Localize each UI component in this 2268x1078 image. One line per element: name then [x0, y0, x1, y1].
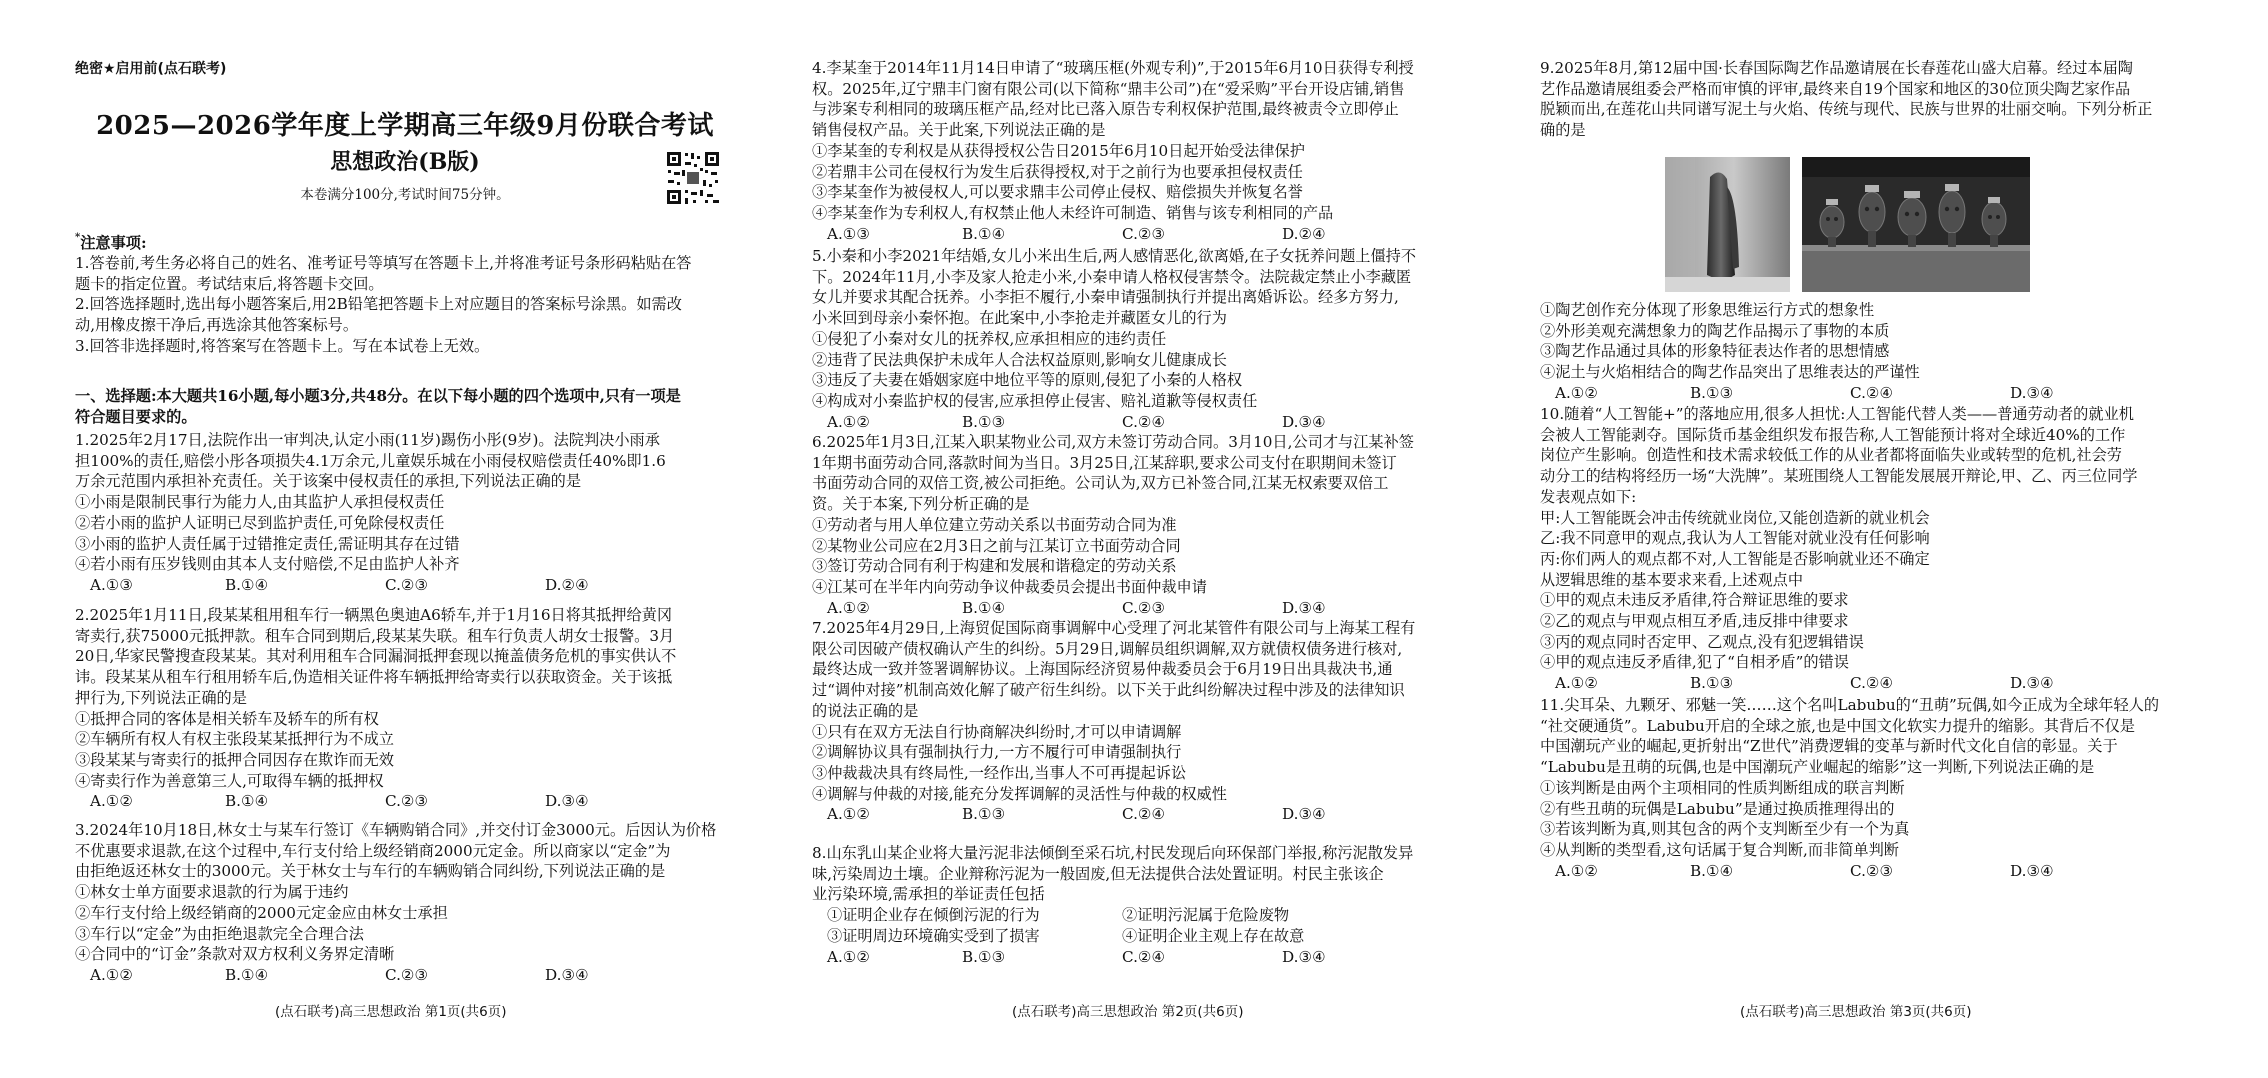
option-b: B.①③	[1690, 383, 1734, 402]
answer-options	[1540, 861, 2159, 882]
question-11	[1540, 695, 2159, 881]
question-line: 脱颖而出,在莲花山共同谱写泥土与火焰、传统与现代、民族与世界的壮丽交响。下列分析正	[1540, 100, 2153, 119]
question-line: ③小雨的监护人责任属于过错推定责任,需证明其存在过错	[75, 534, 460, 553]
page-column-1	[75, 0, 795, 1078]
question-8	[812, 843, 1413, 967]
question-line: 寄卖行,获75000元抵押款。租车合同到期后,段某某失联。租车行负责人胡女士报警。3月	[75, 626, 675, 645]
question-line: 中国潮玩产业的崛起,更折射出“Z世代”消费逻辑的变革与新时代文化自信的彰显。关于	[1540, 737, 2118, 756]
option-c: C.②④	[1850, 674, 1894, 693]
notice-line: 2.回答选择题时,选出每小题答案后,用2B铅笔把答题卡上对应题目的答案标号涂黑。如需改	[75, 295, 682, 314]
page-column-3	[1540, 0, 2180, 1078]
answer-options	[812, 412, 1416, 433]
question-line: ③若该判断为真,则其包含的两个支判断至少有一个为真	[1540, 820, 1910, 839]
option-d: D.③④	[2010, 861, 2054, 880]
notice-heading: *注意事项:	[75, 232, 147, 252]
question-line: ①只有在双方无法自行协商解决纠纷时,才可以申请调解	[812, 722, 1182, 741]
question-line: 味,污染周边土壤。企业辩称污泥为一般固废,但无法提供合法处置证明。村民主张该企	[812, 864, 1384, 883]
option-d: D.③④	[545, 792, 589, 811]
answer-options	[812, 947, 1413, 968]
option-d: D.③④	[2010, 383, 2054, 402]
question-7	[812, 618, 1415, 825]
question-line: ③车行以“定金”为由拒绝退款完全合理合法	[75, 924, 364, 943]
statement: ③证明周边环境确实受到了损害	[827, 926, 1040, 945]
answer-options	[812, 224, 1414, 245]
question-line: ①该判断是由两个主项相同的性质判断组成的联言判断	[1540, 778, 1905, 797]
option-c: C.②④	[1122, 805, 1166, 824]
question-3	[75, 820, 716, 986]
question-line: 小米回到母亲小秦怀抱。在此案中,小李抢走并藏匿女儿的行为	[812, 309, 1227, 328]
option-b: B.①③	[1690, 674, 1734, 693]
notice-line: 1.答卷前,考生务必将自己的姓名、准考证号等填写在答题卡上,并将准考证号条形码粘贴在答	[75, 254, 692, 272]
question-line: ②车行支付给上级经销商的2000元定金应由林女士承担	[75, 903, 448, 922]
question-line: 8.山东乳山某企业将大量污泥非法倾倒至采石坑,村民发现后向环保部门举报,称污泥散发异	[812, 844, 1414, 862]
page-footer: (点石联考)高三思想政治 第2页(共6页)	[1012, 1004, 1244, 1020]
option-b: B.①④	[225, 575, 269, 594]
answer-options	[812, 804, 1415, 825]
notice-line: 题卡的指定位置。考试结束后,将答题卡交回。	[75, 274, 384, 293]
question-line: ②违背了民法典保护未成年人合法权益原则,影响女儿健康成长	[812, 350, 1227, 369]
question-line: 押行为,下列说法正确的是	[75, 688, 247, 707]
option-a: A.①②	[827, 598, 871, 617]
option-d: D.③④	[1282, 598, 1326, 617]
option-b: B.①④	[225, 792, 269, 811]
question-line: ①抵押合同的客体是相关轿车及轿车的所有权	[75, 709, 379, 728]
option-c: C.②③	[385, 792, 429, 811]
answer-options	[75, 575, 666, 596]
question-line: ②若鼎丰公司在侵权行为发生后获得授权,对于之前行为也要承担侵权责任	[812, 162, 1303, 181]
option-d: D.③④	[545, 965, 589, 984]
question-line: 最终达成一致并签署调解协议。上海国际经济贸易仲裁委员会于6月19日出具裁决书,通	[812, 660, 1393, 679]
answer-options	[75, 791, 676, 812]
answer-options	[1540, 383, 2054, 404]
question-line: ④李某奎作为专利权人,有权禁止他人未经许可制造、销售与该专利相同的产品	[812, 203, 1334, 222]
question-line: ②乙的观点与甲观点相互矛盾,违反排中律要求	[1540, 612, 1849, 631]
question-line: 书面劳动合同的双倍工资,被公司拒绝。公司认为,双方已补签合同,江某无权索要双倍工	[812, 474, 1389, 493]
exam-title: 2025—2026学年度上学期高三年级9月份联合考试	[96, 111, 714, 141]
question-line: 乙:我不同意甲的观点,我认为人工智能对就业没有任何影响	[1540, 529, 1930, 548]
exam-subject: 思想政治(B版)	[330, 149, 480, 175]
question-line: 20日,华家民警搜查段某某。其对利用租车合同漏洞抵押套现以掩盖债务危机的事实供认不	[75, 647, 677, 666]
qr-code-icon	[665, 150, 721, 206]
option-c: C.②③	[385, 965, 429, 984]
question-line: 9.2025年8月,第12届中国·长春国际陶艺作品邀请展在长春莲花山盛大启幕。经过本届陶	[1540, 59, 2133, 77]
option-a: A.①②	[90, 792, 134, 811]
ceramic-masks-photo-2	[1802, 157, 2030, 292]
question-line: 由拒绝返还林女士的3000元。关于林女士与车行的车辆购销合同纠纷,下列说法正确的是	[75, 862, 666, 881]
question-line: 1.2025年2月17日,法院作出一审判决,认定小雨(11岁)踢伤小彤(9岁)。法院判决小雨承	[75, 431, 660, 449]
option-c: C.②③	[1850, 861, 1894, 880]
notice-line: 动,用橡皮擦干净后,再选涂其他答案标号。	[75, 316, 359, 335]
question-line: ①李某奎的专利权是从获得授权公告日2015年6月10日起开始受法律保护	[812, 141, 1305, 160]
question-line: 11.尖耳朵、九颗牙、邪魅一笑……这个名叫Labubu的“丑萌”玩偶,如今正成为全球年轻人的	[1540, 696, 2160, 714]
question-line: ④调解与仲裁的对接,能充分发挥调解的灵活性与仲裁的权威性	[812, 784, 1227, 803]
exam-meta: 本卷满分100分,考试时间75分钟。	[300, 187, 510, 203]
question-line: ②调解协议具有强制执行力,一方不履行可申请强制执行	[812, 743, 1182, 762]
question-line: “Labubu是丑萌的玩偶,也是中国潮玩产业崛起的缩影”这一判断,下列说法正确的是	[1540, 758, 2095, 777]
notice-list	[75, 253, 691, 357]
statement: ②证明污泥属于危险废物	[1122, 906, 1290, 925]
question-line: 下。2024年11月,小李及家人抢走小米,小秦申请人格权侵害禁令。法院裁定禁止小李藏匿	[812, 267, 1412, 286]
question-line: ①甲的观点未违反矛盾律,符合辩证思维的要求	[1540, 591, 1849, 610]
question-line: ③仲裁裁决具有终局性,一经作出,当事人不可再提起诉讼	[812, 763, 1187, 782]
question-10	[1540, 404, 2137, 694]
question-line: 确的是	[1540, 121, 1586, 140]
question-9-statements	[1540, 300, 2054, 404]
question-line: 3.2024年10月18日,林女士与某车行签订《车辆购销合同》,并交付订金3000元。后因认为价格	[75, 821, 717, 839]
option-c: C.②④	[1122, 947, 1166, 966]
question-line: 岗位产生影响。创造性和技术需求较低工作的从业者都将面临失业或转型的危机,社会劳	[1540, 446, 2122, 465]
option-c: C.②③	[1122, 224, 1166, 243]
question-line: 业污染环境,需承担的举证责任包括	[812, 885, 1045, 904]
option-a: A.①②	[827, 412, 871, 431]
option-a: A.①③	[827, 224, 871, 243]
section-heading	[75, 386, 681, 427]
option-b: B.①③	[962, 947, 1006, 966]
option-d: D.③④	[1282, 412, 1326, 431]
question-line: ①陶艺创作充分体现了形象思维运行方式的想象性	[1540, 301, 1875, 319]
question-line: 艺作品邀请展组委会严格而审慎的评审,最终来自19个国家和地区的30位顶尖陶艺家作品	[1540, 79, 2131, 98]
option-b: B.①③	[962, 805, 1006, 824]
question-1	[75, 430, 666, 596]
option-d: D.③④	[1282, 805, 1326, 824]
question-line: 担100%的责任,赔偿小彤各项损失4.1万余元,儿童娱乐城在小雨侵权赔偿责任40%即1.6	[75, 451, 666, 470]
question-line: ③违反了夫妻在婚姻家庭中地位平等的原则,侵犯了小秦的人格权	[812, 371, 1243, 390]
question-line: ④甲的观点违反矛盾律,犯了“自相矛盾”的错误	[1540, 653, 1849, 672]
question-line: 5.小秦和小李2021年结婚,女儿小米出生后,两人感情恶化,欲离婚,在子女抚养问题上僵持不	[812, 247, 1417, 265]
question-line: 6.2025年1月3日,江某入职某物业公司,双方未签订劳动合同。3月10日,公司才与江某补签	[812, 433, 1414, 451]
question-line: ①侵犯了小秦对女儿的抚养权,应承担相应的违约责任	[812, 329, 1167, 348]
page-footer: (点石联考)高三思想政治 第1页(共6页)	[275, 1004, 507, 1020]
option-b: B.①④	[1690, 861, 1734, 880]
option-b: B.①④	[962, 224, 1006, 243]
option-a: A.①③	[90, 575, 134, 594]
option-a: A.①②	[827, 805, 871, 824]
question-line: ③段某某与寄卖行的抵押合同因存在欺诈而无效	[75, 750, 394, 769]
confidential-label: 绝密★启用前(点石联考)	[75, 61, 227, 77]
question-line: ①劳动者与用人单位建立劳动关系以书面劳动合同为准	[812, 515, 1177, 534]
question-line: 不优惠要求退款,在这个过程中,车行支付给上级经销商2000元定金。所以商家以“定金”为	[75, 841, 671, 860]
option-d: D.③④	[1282, 947, 1326, 966]
option-c: C.②④	[1850, 383, 1894, 402]
question-line: 销售侵权产品。关于此案,下列说法正确的是	[812, 121, 1106, 140]
question-line: 动分工的结构将经历一场“大洗牌”。某班围绕人工智能发展展开辩论,甲、乙、丙三位同学	[1540, 467, 2138, 486]
question-line: 女儿并要求其配合抚养。小李拒不履行,小秦申请强制执行并提出离婚诉讼。经多方努力,	[812, 288, 1399, 307]
question-line: 限公司因破产债权确认产生的纠纷。5月29日,调解员组织调解,双方就债权债务进行核对,	[812, 639, 1403, 658]
notice-line: 3.回答非选择题时,将答案写在答题卡上。写在本试卷上无效。	[75, 336, 490, 355]
option-d: D.②④	[545, 575, 589, 594]
question-line: ④合同中的“订金”条款对双方权利义务界定清晰	[75, 945, 395, 964]
question-line: ②若小雨的监护人证明已尽到监护责任,可免除侵权责任	[75, 513, 445, 532]
question-2	[75, 605, 676, 812]
statement: ①证明企业存在倾倒污泥的行为	[827, 906, 1040, 925]
question-4	[812, 58, 1414, 244]
option-a: A.①②	[1555, 861, 1599, 880]
question-line: ②某物业公司应在2月3日之前与江某订立书面劳动合同	[812, 536, 1181, 555]
question-line: 与涉案专利相同的玻璃压框产品,经对比已落入原告专利权保护范围,最终被责令立即停止	[812, 100, 1399, 119]
question-line: ③丙的观点同时否定甲、乙观点,没有犯逻辑错误	[1540, 632, 1864, 651]
question-line: 丙:你们两人的观点都不对,人工智能是否影响就业还不确定	[1540, 549, 1930, 568]
question-line: ③陶艺作品通过具体的形象特征表达作者的思想情感	[1540, 342, 1890, 361]
option-d: D.③④	[2010, 674, 2054, 693]
option-b: B.①④	[225, 965, 269, 984]
option-d: D.②④	[1282, 224, 1326, 243]
option-b: B.①③	[962, 412, 1006, 431]
question-line: 从逻辑思维的基本要求来看,上述观点中	[1540, 570, 1804, 589]
statement-pair	[812, 926, 1413, 947]
question-line: ②车辆所有权人有权主张段某某抵押行为不成立	[75, 730, 394, 749]
question-line: 的说法正确的是	[812, 701, 919, 720]
question-line: 过“调仲对接”机制高效化解了破产衍生纠纷。以下关于此纠纷解决过程中涉及的法律知识	[812, 681, 1405, 700]
question-line: 讳。段某某从租车行租用轿车后,伪造相关证件将车辆抵押给寄卖行以获取资金。关于该抵	[75, 668, 673, 687]
page-footer: (点石联考)高三思想政治 第3页(共6页)	[1740, 1004, 1972, 1020]
option-a: A.①②	[1555, 383, 1599, 402]
option-c: C.②③	[385, 575, 429, 594]
question-line: ④江某可在半年内向劳动争议仲裁委员会提出书面仲裁申请	[812, 577, 1207, 596]
notice-star-icon: *	[75, 232, 81, 243]
question-line: ①林女士单方面要求退款的行为属于违约	[75, 883, 349, 902]
question-line: 7.2025年4月29日,上海贸促国际商事调解中心受理了河北某管件有限公司与上海某工程有	[812, 619, 1416, 637]
question-line: ④寄卖行作为善意第三人,可取得车辆的抵押权	[75, 771, 384, 790]
question-line: 甲:人工智能既会冲击传统就业岗位,又能创造新的就业机会	[1540, 508, 1930, 527]
question-line: ④泥土与火焰相结合的陶艺作品突出了思维表达的严谨性	[1540, 363, 1920, 382]
answer-options	[75, 965, 716, 986]
question-line: ③签订劳动合同有利于构建和发展和谐稳定的劳动关系	[812, 557, 1177, 576]
question-line: 资。关于本案,下列分析正确的是	[812, 495, 1030, 514]
section-heading-line: 符合题目要求的。	[75, 407, 197, 426]
statement: ④证明企业主观上存在故意	[1122, 926, 1305, 945]
question-line: 权。2025年,辽宁鼎丰门窗有限公司(以下简称“鼎丰公司”)在“爱采购”平台开设店铺,销售	[812, 79, 1405, 98]
question-line: 4.李某奎于2014年11月14日申请了“玻璃压框(外观专利)”,于2015年6月10日获得专利授	[812, 59, 1414, 77]
question-line: ④若小雨有压岁钱则由其本人支付赔偿,不足由监护人补齐	[75, 555, 460, 574]
option-b: B.①④	[962, 598, 1006, 617]
question-line: 1年期书面劳动合同,落款时间为当日。3月25日,江某辞职,要求公司支付在职期间未签订	[812, 453, 1397, 472]
question-line: ③李某奎作为被侵权人,可以要求鼎丰公司停止侵权、赔偿损失并恢复名誉	[812, 183, 1303, 202]
question-line: ④从判断的类型看,这句话属于复合判断,而非简单判断	[1540, 840, 1899, 859]
question-5	[812, 246, 1416, 432]
section-heading-line: 一、选择题:本大题共16小题,每小题3分,共48分。在以下每小题的四个选项中,只有一项是	[75, 387, 681, 405]
answer-options	[1540, 673, 2137, 694]
question-line: 2.2025年1月11日,段某某租用租车行一辆黑色奥迪A6轿车,并于1月16日将其抵押给黄冈	[75, 606, 673, 624]
question-line: ②有些丑萌的玩偶是Labubu”是通过换质推理得出的	[1540, 799, 1895, 818]
question-6	[812, 432, 1414, 618]
statement-pair	[812, 905, 1413, 926]
option-c: C.②③	[1122, 598, 1166, 617]
answer-options	[812, 598, 1414, 619]
option-c: C.②④	[1122, 412, 1166, 431]
question-line: 万余元范围内承担补充责任。关于该案中侵权责任的承担,下列说法正确的是	[75, 472, 582, 491]
question-line: 发表观点如下:	[1540, 487, 1637, 506]
option-a: A.①②	[90, 965, 134, 984]
page-column-2	[812, 0, 1472, 1078]
option-a: A.①②	[1555, 674, 1599, 693]
question-9	[1540, 58, 2152, 141]
option-a: A.①②	[827, 947, 871, 966]
question-line: “社交硬通货”。Labubu开启的全球之旅,也是中国文化软实力提升的缩影。其背后不仅是	[1540, 716, 2135, 735]
question-line: ②外形美观充满想象力的陶艺作品揭示了事物的本质	[1540, 321, 1890, 340]
question-line: ①小雨是限制民事行为能力人,由其监护人承担侵权责任	[75, 493, 445, 512]
question-line: 会被人工智能剥夺。国际货币基金组织发布报告称,人工智能预计将对全球近40%的工作	[1540, 425, 2126, 444]
question-line: 10.随着“人工智能+”的落地应用,很多人担忧:人工智能代替人类——普通劳动者的就业机	[1540, 405, 2134, 423]
ceramic-sculpture-photo-1	[1665, 157, 1790, 292]
question-line: ④构成对小秦监护权的侵害,应承担停止侵害、赔礼道歉等侵权责任	[812, 391, 1258, 410]
